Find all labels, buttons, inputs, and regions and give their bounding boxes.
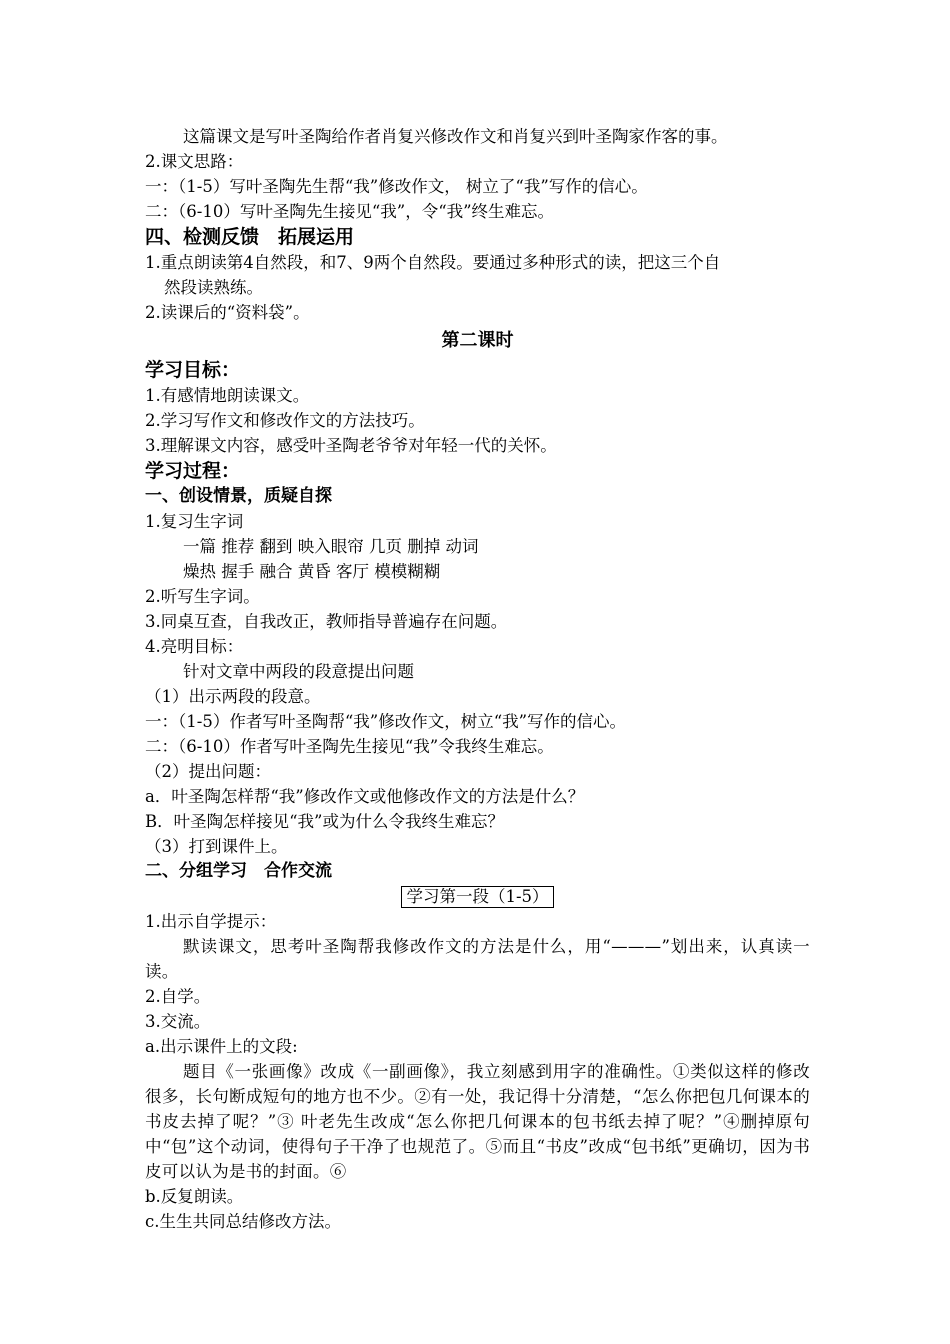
document-page (145, 124, 810, 1234)
reread-item: b.反复朗读。 (145, 1187, 244, 1206)
peer-check-item: 3.同桌互查，自我改正，教师指导普遍存在问题。 (145, 612, 508, 631)
type-label: （3）打到课件上。 (145, 837, 288, 856)
text-idea-label: 2.课文思路： (145, 152, 244, 171)
goal-item: 3.理解课文内容，感受叶圣陶老爷爷对年轻一代的关怀。 (145, 436, 557, 455)
lesson-title: 第二课时 (441, 330, 514, 351)
review-label: 1.复习生字词 (145, 512, 244, 531)
question-a: a．叶圣陶怎样帮“我”修改作文或他修改作文的方法是什么？ (145, 787, 585, 806)
word-list-2: 燥热 握手 融合 黄昏 客厅 模模糊糊 (183, 562, 441, 581)
ask-label: （2）提出问题： (145, 762, 271, 781)
passage-text: 题目《一张画像》改成《一副画像》，我立刻感到用字的准确性。①类似这样的修改很多，长句断成短句的地方也不少。②有一处，我记得十分清楚，“怎么你把包几何课本的书皮去掉了呢？”③ 叶老先生改成“怎么你把几何课本的包书纸去掉了呢？”④删掉原句中“包”这个动词，使得句子干净了也规范了。⑤而且“书皮”改成“包书纸”更确切，因为书皮可以认为是书的封面。⑥ (145, 1062, 810, 1181)
show-text-label: a.出示课件上的文段: (145, 1037, 298, 1056)
goal-item: 2.学习写作文和修改作文的方法技巧。 (145, 411, 425, 430)
step2-heading: 二、分组学习 合作交流 (145, 861, 332, 881)
tip-text: 默读课文，思考叶圣陶帮我修改作文的方法是什么，用“———”划出来，认真读一读。 (145, 937, 810, 981)
word-list-1: 一篇 推荐 翻到 映入眼帘 几页 删掉 动词 (183, 537, 479, 556)
exchange-item: 3.交流。 (145, 1012, 211, 1031)
check-item-1-continued: 然段读熟练。 (164, 278, 263, 297)
meaning-1: 一：（1-5）作者写叶圣陶帮“我”修改作文，树立“我”写作的信心。 (145, 712, 627, 731)
tip-label: 1.出示自学提示： (145, 912, 277, 931)
step1-heading: 一、创设情景，质疑自探 (145, 486, 332, 506)
summary-item: c.生生共同总结修改方法。 (145, 1212, 341, 1231)
question-b: B．叶圣陶怎样接见“我”或为什么令我终生难忘？ (145, 812, 504, 831)
goal-text: 针对文章中两段的段意提出问题 (183, 662, 414, 681)
goals-heading: 学习目标： (145, 359, 241, 381)
self-study-item: 2.自学。 (145, 987, 211, 1006)
process-heading: 学习过程： (145, 460, 241, 482)
show-meaning-label: （1）出示两段的段意。 (145, 687, 321, 706)
text-idea-2: 二：（6-10）写叶圣陶先生接见“我”，令“我”终生难忘。 (145, 202, 555, 221)
section-heading-check: 四、检测反馈 拓展运用 (145, 226, 355, 248)
boxed-section-label: 学习第一段（1-5） (401, 886, 553, 908)
goal-item: 1.有感情地朗读课文。 (145, 386, 310, 405)
boxed-label-row (145, 884, 810, 909)
dictation-item: 2.听写生字词。 (145, 587, 260, 606)
check-item-1: 1.重点朗读第4自然段，和7、9两个自然段。要通过多种形式的读，把这三个自 (145, 253, 721, 272)
check-item-2: 2.读课后的“资料袋”。 (145, 303, 310, 322)
goal-label: 4.亮明目标： (145, 637, 244, 656)
text-idea-1: 一：（1-5）写叶圣陶先生帮“我”修改作文， 树立了“我”写作的信心。 (145, 177, 648, 196)
meaning-2: 二：（6-10）作者写叶圣陶先生接见“我”令我终生难忘。 (145, 737, 554, 756)
lesson-summary: 这篇课文是写叶圣陶给作者肖复兴修改作文和肖复兴到叶圣陶家作客的事。 (183, 127, 728, 146)
